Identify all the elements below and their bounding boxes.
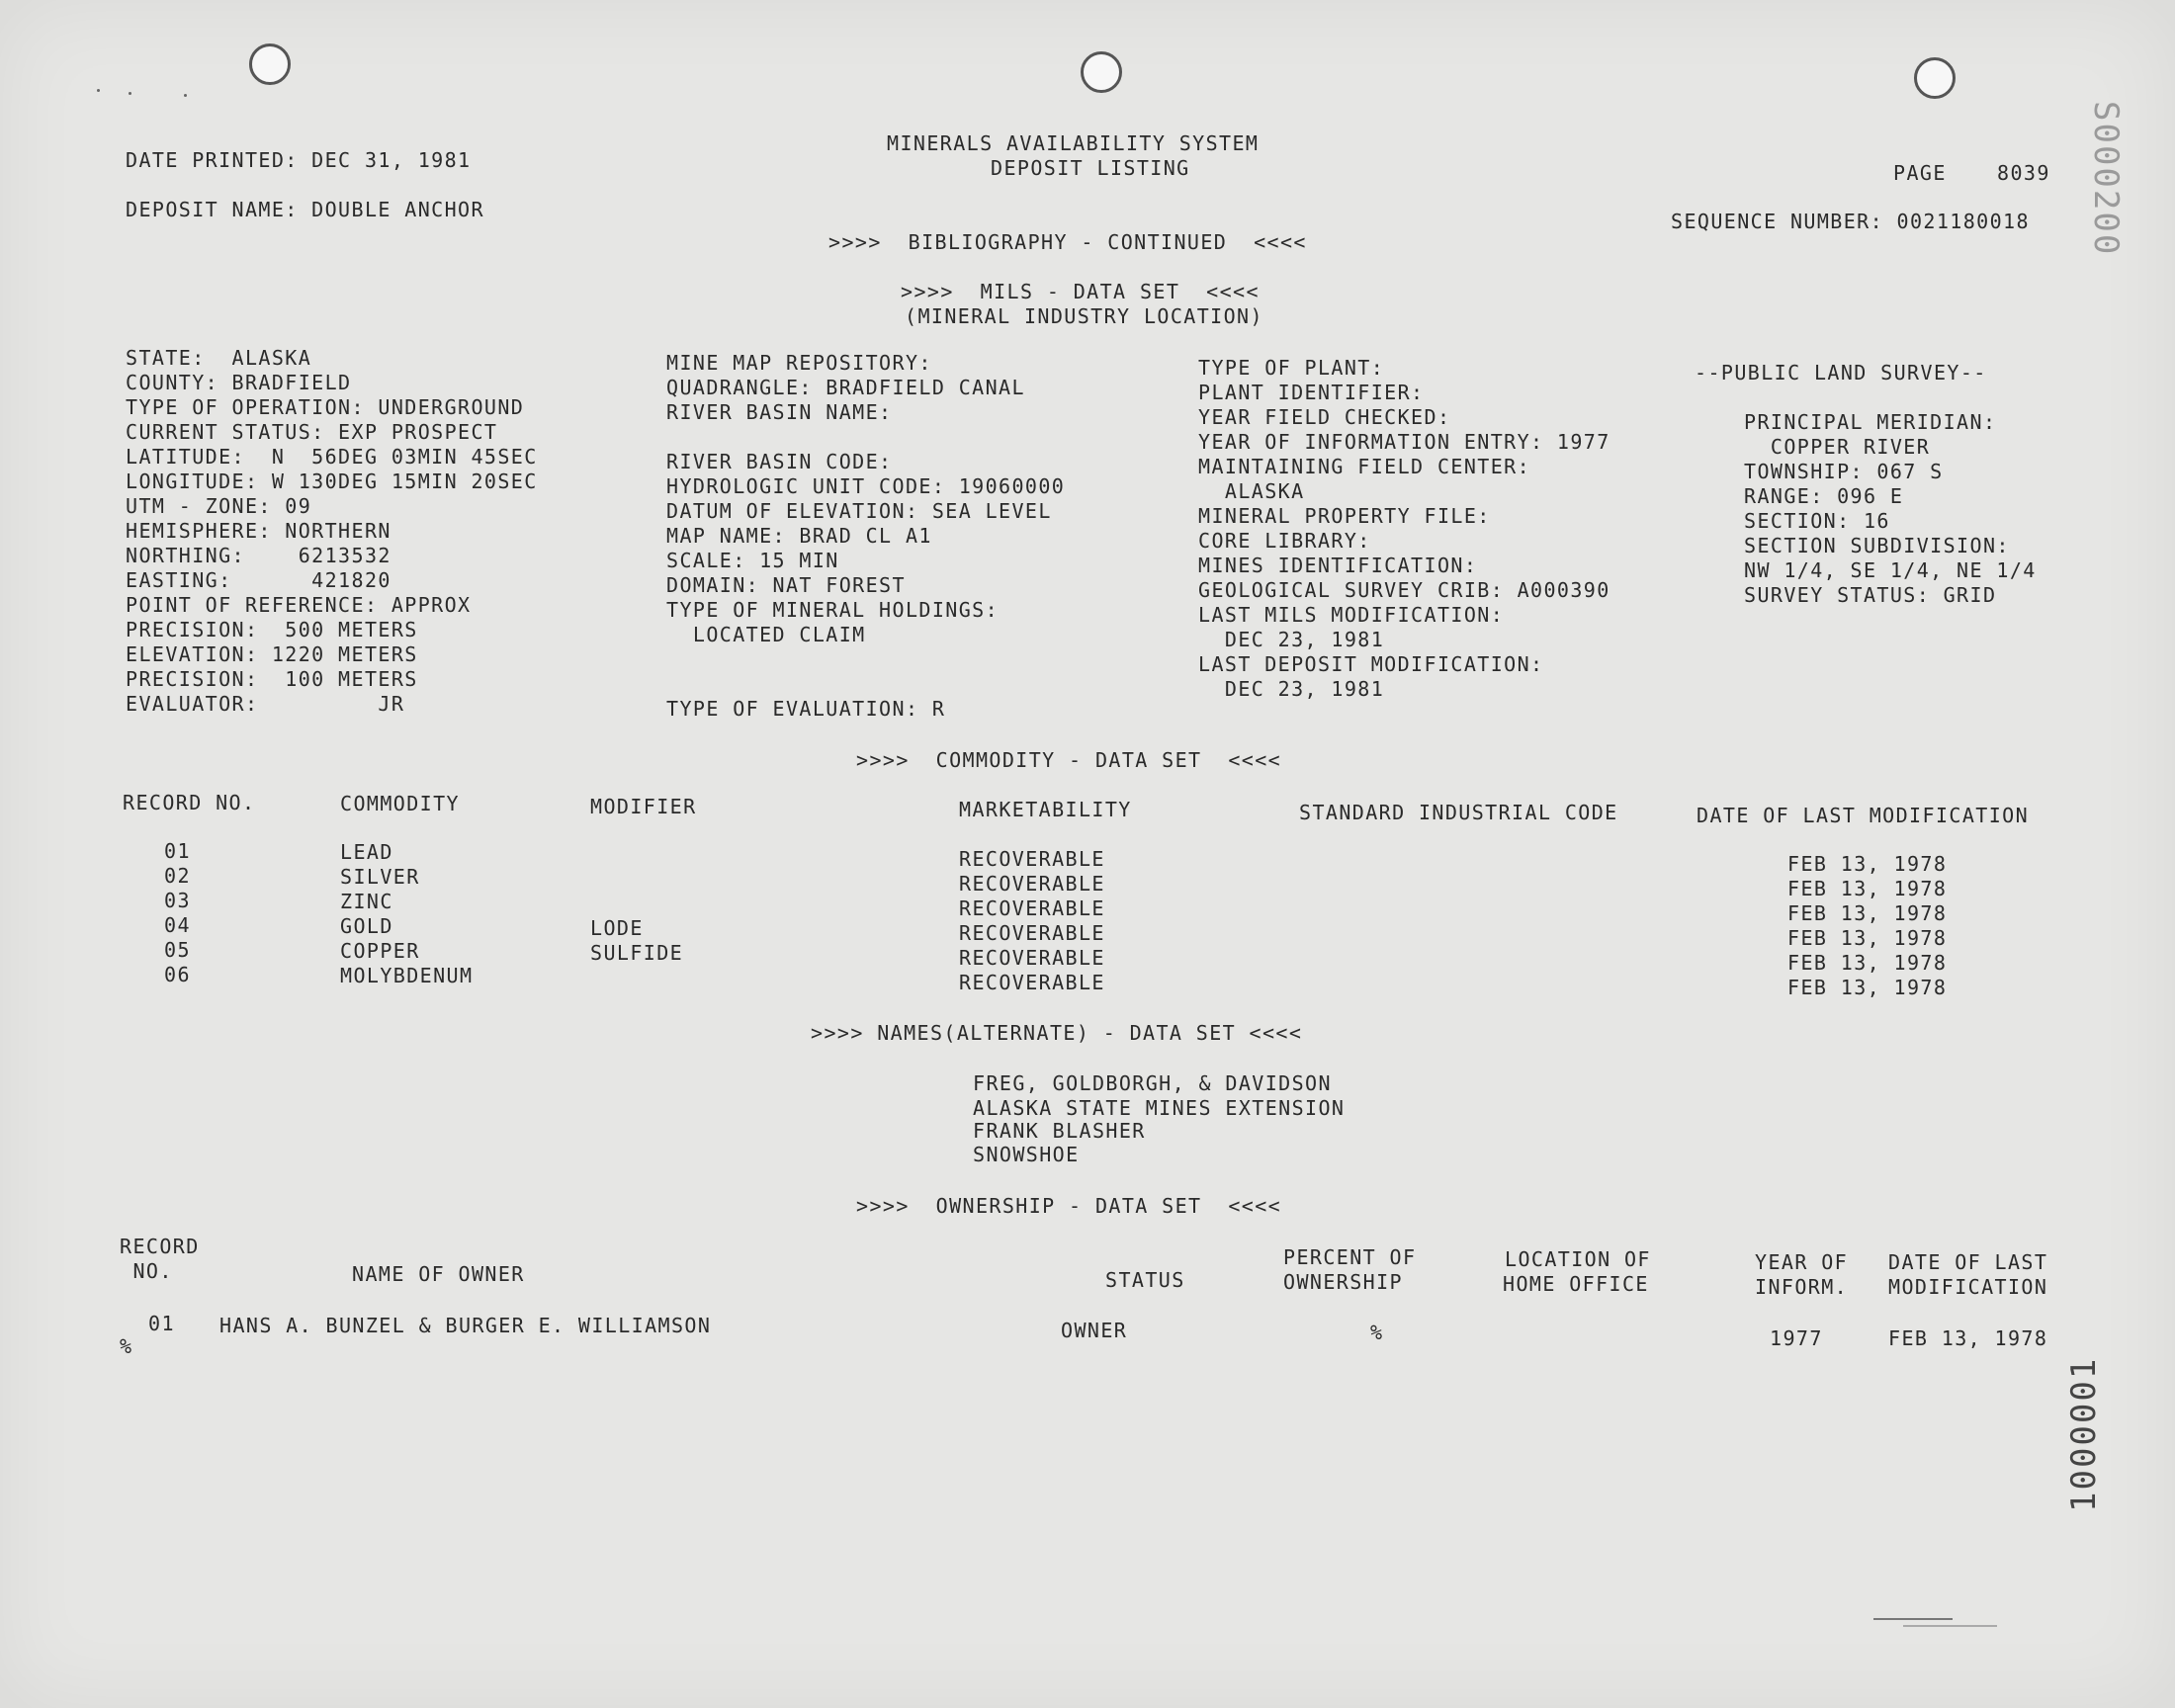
scale-field: SCALE: 15 MIN [666,549,839,572]
county-field: COUNTY: BRADFIELD [126,371,352,394]
pen-mark [1903,1625,1997,1627]
principal-meridian-value: COPPER RIVER [1744,435,1931,459]
section-field: SECTION: 16 [1744,509,1890,533]
type-of-evaluation-field: TYPE OF EVALUATION: R [666,697,946,721]
pen-mark [1873,1618,1953,1620]
last-mils-modification-value: DEC 23, 1981 [1198,628,1385,651]
elevation-field: ELEVATION: 1220 METERS [126,642,418,666]
commodity-name: COPPER [340,939,420,963]
range-field: RANGE: 096 E [1744,484,1904,508]
modification-date: FEB 13, 1978 [1787,976,1948,999]
owner-percent: % [1370,1321,1384,1344]
ownership-header-date: DATE OF LAST [1888,1250,2048,1274]
bibliography-heading: >>>> BIBLIOGRAPHY - CONTINUED <<<< [828,230,1307,254]
owner-status: OWNER [1061,1319,1128,1342]
ownership-header-percent: PERCENT OF [1283,1245,1417,1269]
maintaining-field-center-label: MAINTAINING FIELD CENTER: [1198,455,1531,478]
year-field-checked-field: YEAR FIELD CHECKED: [1198,405,1451,429]
commodity-header-sic: STANDARD INDUSTRIAL CODE [1299,801,1618,824]
marketability: RECOVERABLE [959,921,1105,945]
list-item: FRANK BLASHER [973,1119,1146,1143]
ownership-header-name: NAME OF OWNER [352,1262,525,1286]
river-basin-code-field: RIVER BASIN CODE: [666,450,893,473]
modification-date: FEB 13, 1978 [1787,951,1948,975]
last-mils-modification-label: LAST MILS MODIFICATION: [1198,603,1505,627]
ownership-title: >>>> OWNERSHIP - DATA SET <<<< [856,1194,1282,1218]
modification-date: FEB 13, 1978 [1787,901,1948,925]
commodity-modifier: LODE [590,916,644,940]
easting-field: EASTING: 421820 [126,568,392,592]
state-field: STATE: ALASKA [126,346,312,370]
commodity-header-record: RECORD NO. [123,791,256,814]
hydrologic-unit-code-field: HYDROLOGIC UNIT CODE: 19060000 [666,474,1066,498]
hemisphere-field: HEMISPHERE: NORTHERN [126,519,392,543]
ownership-header-date-2: MODIFICATION [1888,1275,2048,1299]
record-number: 05 [164,938,191,962]
system-title: MINERALS AVAILABILITY SYSTEM [887,131,1260,155]
page-number: 8039 [1997,161,2050,185]
ownership-header-location: LOCATION OF [1505,1247,1651,1271]
utm-zone-field: UTM - ZONE: 09 [126,494,312,518]
commodity-name: MOLYBDENUM [340,964,474,987]
commodity-header-modifier: MODIFIER [590,795,697,818]
township-field: TOWNSHIP: 067 S [1744,460,1944,483]
ownership-header-location-2: HOME OFFICE [1503,1272,1649,1296]
year-of-information-entry-field: YEAR OF INFORMATION ENTRY: 1977 [1198,430,1610,454]
ownership-header-percent-2: OWNERSHIP [1283,1270,1403,1294]
domain-field: DOMAIN: NAT FOREST [666,573,906,597]
section-subdivision-value: NW 1/4, SE 1/4, NE 1/4 [1744,558,2037,582]
geological-survey-crib-field: GEOLOGICAL SURVEY CRIB: A000390 [1198,578,1610,602]
record-number: 01 [164,839,191,863]
mineral-holdings-label: TYPE OF MINERAL HOLDINGS: [666,598,1000,622]
mineral-property-file-field: MINERAL PROPERTY FILE: [1198,504,1491,528]
punch-hole-center [1081,51,1122,93]
sequence-number: SEQUENCE NUMBER: 0021180018 [1671,210,2030,233]
commodity-name: GOLD [340,914,393,938]
speck [184,94,187,97]
owner-record-number: 01 [148,1312,175,1335]
record-number: 06 [164,963,191,986]
commodity-title: >>>> COMMODITY - DATA SET <<<< [856,748,1282,772]
principal-meridian-label: PRINCIPAL MERIDIAN: [1744,410,1997,434]
river-basin-name-field: RIVER BASIN NAME: [666,400,893,424]
commodity-header-marketability: MARKETABILITY [959,798,1132,821]
commodity-name: SILVER [340,865,420,889]
commodity-modifier: SULFIDE [590,941,684,965]
point-of-reference-field: POINT OF REFERENCE: APPROX [126,593,472,617]
mine-map-repository-field: MINE MAP REPOSITORY: [666,351,932,375]
mils-subtitle: (MINERAL INDUSTRY LOCATION) [905,304,1263,328]
stamp-top-right: S000200 [2086,101,2126,257]
core-library-field: CORE LIBRARY: [1198,529,1371,553]
maintaining-field-center-value: ALASKA [1198,479,1305,503]
type-of-plant-field: TYPE OF PLANT: [1198,356,1385,380]
punch-hole-left [249,43,291,85]
current-status-field: CURRENT STATUS: EXP PROSPECT [126,420,498,444]
owner-modification-date: FEB 13, 1978 [1888,1326,2048,1350]
modification-date: FEB 13, 1978 [1787,926,1948,950]
latitude-field: LATITUDE: N 56DEG 03MIN 45SEC [126,445,538,469]
elevation-precision-field: PRECISION: 100 METERS [126,667,418,691]
modification-date: FEB 13, 1978 [1787,877,1948,900]
ownership-header-year-2: INFORM. [1755,1275,1849,1299]
deposit-name: DEPOSIT NAME: DOUBLE ANCHOR [126,198,484,221]
date-printed: DATE PRINTED: DEC 31, 1981 [126,148,472,172]
names-title: >>>> NAMES(ALTERNATE) - DATA SET <<<< [811,1021,1303,1045]
owner-name: HANS A. BUNZEL & BURGER E. WILLIAMSON [219,1314,712,1337]
ownership-header-record-no: NO. [120,1259,173,1283]
record-number: 03 [164,889,191,912]
last-deposit-modification-label: LAST DEPOSIT MODIFICATION: [1198,652,1544,676]
operation-type-field: TYPE OF OPERATION: UNDERGROUND [126,395,525,419]
public-land-survey-title: --PUBLIC LAND SURVEY-- [1695,361,1987,384]
precision-field: PRECISION: 500 METERS [126,618,418,641]
listing-title: DEPOSIT LISTING [991,156,1190,180]
map-name-field: MAP NAME: BRAD CL A1 [666,524,932,548]
stamp-bottom-right: 1000001 [2064,1356,2104,1512]
longitude-field: LONGITUDE: W 130DEG 15MIN 20SEC [126,470,538,493]
modification-date: FEB 13, 1978 [1787,852,1948,876]
mineral-holdings-value: LOCATED CLAIM [666,623,866,646]
plant-identifier-field: PLANT IDENTIFIER: [1198,381,1425,404]
mils-title: >>>> MILS - DATA SET <<<< [901,280,1260,303]
ownership-header-status: STATUS [1105,1268,1185,1292]
marketability: RECOVERABLE [959,847,1105,871]
list-item: FREG, GOLDBORGH, & DAVIDSON [973,1071,1332,1095]
northing-field: NORTHING: 6213532 [126,544,392,567]
evaluator-field: EVALUATOR: JR [126,692,405,716]
ownership-header-record: RECORD [120,1235,200,1258]
quadrangle-field: QUADRANGLE: BRADFIELD CANAL [666,376,1025,399]
commodity-name: ZINC [340,890,393,913]
marketability: RECOVERABLE [959,946,1105,970]
speck [129,92,131,95]
last-deposit-modification-value: DEC 23, 1981 [1198,677,1385,701]
list-item: SNOWSHOE [973,1143,1080,1166]
trailing-percent-mark: % [120,1334,133,1358]
section-subdivision-label: SECTION SUBDIVISION: [1744,534,2010,557]
page-label: PAGE [1893,161,1947,185]
mines-identification-field: MINES IDENTIFICATION: [1198,554,1478,577]
commodity-name: LEAD [340,840,393,864]
record-number: 04 [164,913,191,937]
owner-year: 1977 [1770,1326,1823,1350]
list-item: ALASKA STATE MINES EXTENSION [973,1096,1346,1120]
marketability: RECOVERABLE [959,872,1105,896]
punch-hole-right [1914,57,1956,99]
record-number: 02 [164,864,191,888]
speck [97,89,100,92]
commodity-header-commodity: COMMODITY [340,792,460,815]
commodity-header-date: DATE OF LAST MODIFICATION [1696,804,2030,827]
datum-of-elevation-field: DATUM OF ELEVATION: SEA LEVEL [666,499,1052,523]
ownership-header-year: YEAR OF [1755,1250,1849,1274]
survey-status-field: SURVEY STATUS: GRID [1744,583,1997,607]
marketability: RECOVERABLE [959,897,1105,920]
marketability: RECOVERABLE [959,971,1105,994]
